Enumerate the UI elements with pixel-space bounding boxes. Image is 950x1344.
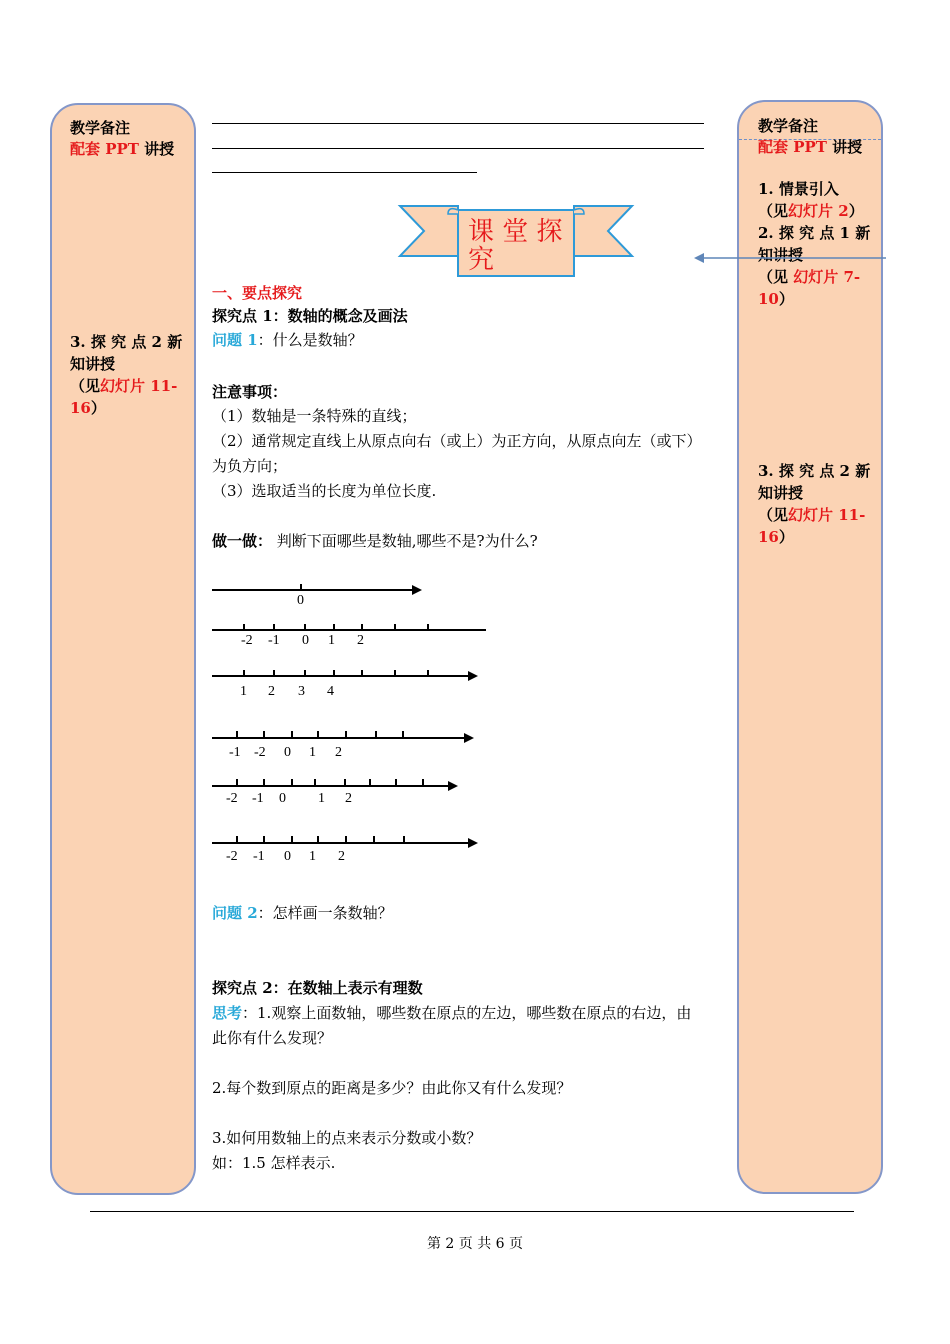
question-2 [212,902,393,925]
left-ppt-line [70,138,174,160]
axis-label: -2 [226,791,238,806]
right-item2-line2: 知讲授 [758,246,804,264]
left-item3-close: ） [90,399,106,417]
axis-label: -1 [229,745,241,760]
think-label: 思考 [212,1004,243,1022]
right-item2-close: ） [778,290,794,308]
axis-label: 1 [328,633,335,648]
left-item3-line3 [70,375,177,397]
try-label: 做一做： [212,532,273,550]
right-item3-red2: 16 [758,528,779,546]
axis-label: 2 [268,684,275,699]
axis-label: 1 [309,849,316,864]
axis-label: 0 [284,745,291,760]
axis-label: 2 [338,849,345,864]
left-notes-title: 教学备注 [70,119,131,137]
left-item3-line2: 知讲授 [70,355,116,373]
right-item2-line1: 2. 探 究 点 1 新 [758,224,871,242]
right-item3-close: ） [778,528,794,546]
banner-title-line2: 究 [468,245,495,275]
left-item3-line4 [70,397,106,419]
right-item1-close: ） [848,202,864,220]
axis-label: 0 [284,849,291,864]
right-item2-red2: 10 [758,290,779,308]
right-ppt-line [758,136,862,158]
left-item3-red2: 16 [70,399,91,417]
note-2b: 为负方向； [212,457,288,475]
note-3: （3）选取适当的长度为单位长度. [212,482,437,500]
banner-title-line1: 课 堂 探 [468,217,563,247]
section-title: 一、要点探究 [212,284,303,302]
number-line-1 [212,578,492,598]
right-item1-line1: 1. 情景引入 [758,180,839,198]
question-1-text: ：什么是数轴？ [257,331,363,349]
axis-label: -1 [253,849,265,864]
right-item3-open: （见 [758,506,789,524]
right-ppt-rest: 讲授 [826,138,863,156]
notes-title: 注意事项： [212,383,288,401]
question-2-label: 问题 2 [212,904,258,922]
right-item2-open: （见 [758,268,794,286]
left-ppt-rest: 讲授 [138,140,175,158]
axis-label: -2 [226,849,238,864]
question-1-label: 问题 1 [212,331,258,349]
left-ppt-red: 配套 PPT [70,140,139,158]
axis-label: 0 [279,791,286,806]
axis-label: 0 [302,633,309,648]
think-1b: 此你有什么发现？ [212,1029,333,1047]
answer-line-2 [212,148,704,149]
think-3: 3.如何用数轴上的点来表示分数或小数？ [212,1129,482,1147]
number-line-3 [212,664,492,684]
right-item2-line4 [758,288,794,310]
try-it [212,530,538,553]
number-line-6 [212,831,492,851]
right-item2-red: 幻灯片 7- [793,268,861,286]
right-item3-red: 幻灯片 11- [788,506,866,524]
point1-title: 探究点 1：数轴的概念及画法 [212,307,408,325]
right-item3-line2: 知讲授 [758,484,804,502]
axis-label: -2 [254,745,266,760]
right-item1-red: 幻灯片 2 [788,202,849,220]
left-item3-open: （见 [70,377,101,395]
number-line-4 [212,726,492,746]
axis-label: -1 [252,791,264,806]
axis-label: 2 [357,633,364,648]
banner-title [468,218,563,274]
answer-line-1 [212,123,704,124]
right-ppt-red: 配套 PPT [758,138,827,156]
number-line-2 [212,618,492,638]
axis-label: -2 [241,633,253,648]
axis-label: 2 [335,745,342,760]
question-2-text: ：怎样画一条数轴？ [257,904,393,922]
page-number: 第 2 页 共 6 页 [426,1236,524,1252]
axis-label: 3 [298,684,305,699]
right-notes-title: 教学备注 [758,117,819,135]
axis-label: 1 [318,791,325,806]
axis-label: 1 [309,745,316,760]
right-item1-line2 [758,200,864,222]
point2-title: 探究点 2：在数轴上表示有理数 [212,979,423,997]
left-item3-red: 幻灯片 11- [100,377,178,395]
note-1: （1）数轴是一条特殊的直线； [212,407,417,425]
footer-divider [90,1211,854,1212]
example: 如：1.5 怎样表示. [212,1154,336,1172]
right-item3-line4 [758,526,794,548]
left-item3-line1: 3. 探 究 点 2 新 [70,333,183,351]
answer-line-3 [212,172,477,173]
think-2: 2.每个数到原点的距离是多少？由此你又有什么发现？ [212,1079,572,1097]
note-2a: （2）通常规定直线上从原点向右（或上）为正方向，从原点向左（或下） [212,432,702,450]
pointer-arrow [690,248,890,268]
right-item3-line1: 3. 探 究 点 2 新 [758,462,871,480]
left-notes-panel [50,103,196,1195]
question-1 [212,329,363,352]
right-item1-open: （见 [758,202,789,220]
right-item2-line3 [758,266,860,288]
axis-label: -1 [268,633,280,648]
try-text: 判断下面哪些是数轴,哪些不是?为什么? [272,532,538,550]
right-item3-line3 [758,504,865,526]
axis-label: 2 [345,791,352,806]
axis-label: 0 [297,593,304,608]
think-1a-text: ：1.观察上面数轴，哪些数在原点的左边，哪些数在原点的右边，由 [242,1004,692,1022]
axis-label: 1 [240,684,247,699]
think-1a [212,1002,691,1025]
axis-label: 4 [327,684,334,699]
